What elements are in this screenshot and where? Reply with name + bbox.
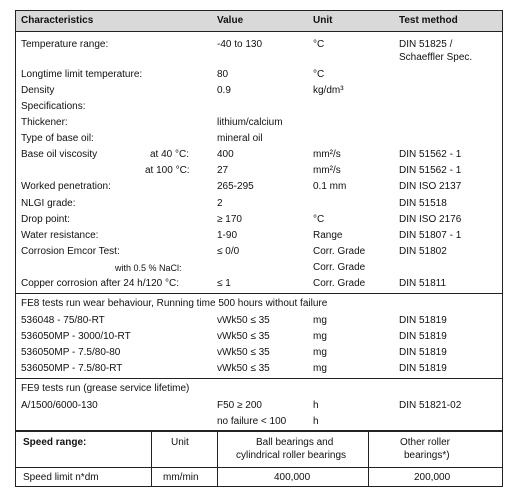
header-value: Value bbox=[217, 15, 244, 26]
row-label: Drop point: bbox=[21, 214, 70, 225]
fe8-row-unit: mg bbox=[313, 363, 327, 374]
header-test-method: Test method bbox=[399, 15, 458, 26]
column-divider bbox=[217, 431, 218, 487]
fe8-row-unit: mg bbox=[313, 315, 327, 326]
row-label: Density bbox=[21, 85, 55, 96]
row-method: DIN 51811 bbox=[399, 278, 447, 289]
row-label: Water resistance: bbox=[21, 230, 99, 241]
row-value: 2 bbox=[217, 198, 223, 209]
row-label: Base oil viscosity bbox=[21, 149, 98, 160]
row-unit: Corr. Grade bbox=[313, 262, 366, 273]
fe9-value: F50 ≥ 200 bbox=[217, 400, 262, 411]
row-label: Corrosion Emcor Test: bbox=[21, 246, 120, 257]
row-unit: mm²/s bbox=[313, 149, 341, 160]
fe8-row-label: 536050MP - 7.5/80-80 bbox=[21, 347, 121, 358]
row-label: Temperature range: bbox=[21, 39, 109, 50]
speed-unit-header: Unit bbox=[171, 437, 189, 448]
column-divider bbox=[368, 431, 369, 487]
row-value: lithium/calcium bbox=[217, 117, 283, 128]
row-method: DIN 51562 - 1 bbox=[399, 149, 462, 160]
row-label: Thickener: bbox=[21, 117, 68, 128]
speed-row-label: Speed limit n*dm bbox=[23, 472, 99, 483]
speed-ball-header-1: Ball bearings and bbox=[256, 437, 334, 448]
row-value: 27 bbox=[217, 165, 229, 176]
divider bbox=[16, 378, 502, 379]
row-value: ≤ 0/0 bbox=[217, 246, 240, 257]
row-unit: °C bbox=[313, 69, 325, 80]
row-value: ≥ 170 bbox=[217, 214, 242, 225]
row-unit: mm²/s bbox=[313, 165, 341, 176]
row-unit: Range bbox=[313, 230, 343, 241]
fe9-unit: h bbox=[313, 400, 319, 411]
fe8-row-method: DIN 51819 bbox=[399, 347, 447, 358]
row-method: DIN 51807 - 1 bbox=[399, 230, 462, 241]
data-sheet-table bbox=[15, 10, 503, 487]
fe8-row-method: DIN 51819 bbox=[399, 315, 447, 326]
row-value: 0.9 bbox=[217, 85, 231, 96]
row-label: Specifications: bbox=[21, 101, 86, 112]
row-value: ≤ 1 bbox=[217, 278, 231, 289]
row-method-line2: Schaeffler Spec. bbox=[399, 52, 473, 63]
divider bbox=[16, 467, 502, 468]
row-label: Worked penetration: bbox=[21, 181, 111, 192]
row-unit: Corr. Grade bbox=[313, 246, 366, 257]
fe8-row-method: DIN 51819 bbox=[399, 331, 447, 342]
header-unit: Unit bbox=[313, 15, 333, 26]
speed-row-other-value: 200,000 bbox=[414, 472, 451, 483]
fe9-unit-2: h bbox=[313, 416, 319, 427]
row-method: DIN 51518 bbox=[399, 198, 447, 209]
row-unit: 0.1 mm bbox=[313, 181, 347, 192]
column-divider bbox=[151, 431, 152, 487]
speed-other-header-1: Other roller bbox=[400, 437, 451, 448]
speed-row-unit: mm/min bbox=[163, 472, 199, 483]
table-header bbox=[16, 11, 502, 32]
fe8-row-label: 536050MP - 7.5/80-RT bbox=[21, 363, 123, 374]
fe8-row-unit: mg bbox=[313, 347, 327, 358]
fe8-row-value: vWk50 ≤ 35 bbox=[217, 347, 270, 358]
row-unit: °C bbox=[313, 214, 325, 225]
row-unit: Corr. Grade bbox=[313, 278, 366, 289]
row-method: DIN ISO 2137 bbox=[399, 181, 462, 192]
fe8-row-label: 536048 - 75/80-RT bbox=[21, 315, 105, 326]
fe8-row-method: DIN 51819 bbox=[399, 363, 447, 374]
speed-row-ball-value: 400,000 bbox=[274, 472, 311, 483]
row-unit: kg/dm³ bbox=[313, 85, 344, 96]
speed-other-header-2: bearings*) bbox=[404, 450, 450, 461]
divider bbox=[16, 293, 502, 294]
row-label: Copper corrosion after 24 h/120 °C: bbox=[21, 278, 179, 289]
row-value: 80 bbox=[217, 69, 229, 80]
row-label: Longtime limit temperature: bbox=[21, 69, 143, 80]
row-unit: °C bbox=[313, 39, 325, 50]
row-method: DIN 51802 bbox=[399, 246, 447, 257]
row-value: 1-90 bbox=[217, 230, 238, 241]
fe9-value-2: no failure < 100 bbox=[217, 416, 287, 427]
row-value: -40 to 130 bbox=[217, 39, 263, 50]
header-characteristics: Characteristics bbox=[21, 15, 94, 26]
row-sublabel: at 100 °C: bbox=[145, 165, 190, 176]
fe8-row-label: 536050MP - 3000/10-RT bbox=[21, 331, 131, 342]
row-sublabel: with 0.5 % NaCl: bbox=[115, 263, 182, 273]
fe9-label: A/1500/6000-130 bbox=[21, 400, 98, 411]
row-method: DIN 51562 - 1 bbox=[399, 165, 462, 176]
fe8-row-unit: mg bbox=[313, 331, 327, 342]
fe8-row-value: vWk50 ≤ 35 bbox=[217, 331, 270, 342]
fe8-title: FE8 tests run wear behaviour, Running time 500 hours without failure bbox=[21, 298, 328, 309]
row-method: DIN ISO 2176 bbox=[399, 214, 462, 225]
speed-ball-header-2: cylindrical roller bearings bbox=[236, 450, 347, 461]
row-value: 400 bbox=[217, 149, 234, 160]
row-label: Type of base oil: bbox=[21, 133, 94, 144]
row-value: 265-295 bbox=[217, 181, 254, 192]
row-method: DIN 51825 / bbox=[399, 39, 453, 50]
fe8-row-value: vWk50 ≤ 35 bbox=[217, 363, 270, 374]
fe8-row-value: vWk50 ≤ 35 bbox=[217, 315, 270, 326]
speed-title: Speed range: bbox=[23, 437, 87, 448]
divider bbox=[16, 430, 502, 432]
row-label: NLGI grade: bbox=[21, 198, 76, 209]
row-value: mineral oil bbox=[217, 133, 263, 144]
fe9-title: FE9 tests run (grease service lifetime) bbox=[21, 383, 190, 394]
row-sublabel: at 40 °C: bbox=[150, 149, 190, 160]
fe9-method: DIN 51821-02 bbox=[399, 400, 462, 411]
